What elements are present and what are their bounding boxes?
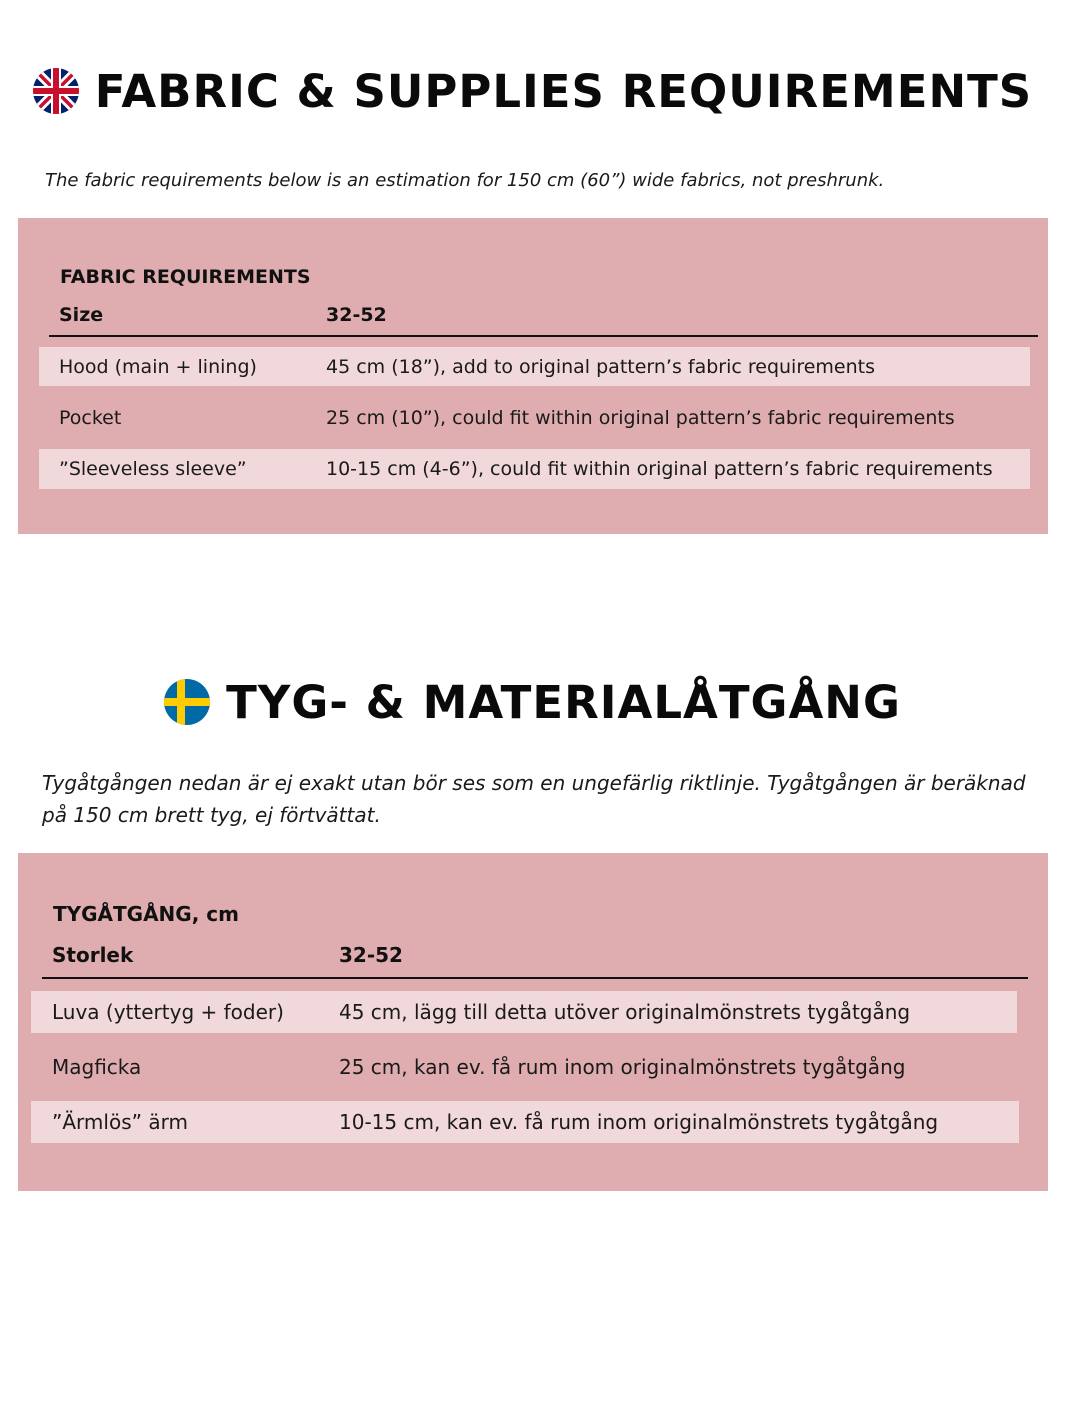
swedish-header-size-value: 32-52 bbox=[339, 943, 403, 967]
row-label: ”Sleeveless sleeve” bbox=[59, 458, 247, 480]
table-row bbox=[39, 449, 1030, 489]
swedish-title-text: TYG- & MATERIALÅTGÅNG bbox=[226, 675, 901, 729]
sweden-flag-icon bbox=[164, 679, 210, 725]
english-header-rule bbox=[49, 335, 1038, 337]
table-row bbox=[31, 1046, 1017, 1088]
row-value: 45 cm, lägg till detta utöver originalmönstrets tygåtgång bbox=[339, 1000, 911, 1024]
swedish-intro-line-1: Tygåtgången nedan är ej exakt utan bör ses som en ungefärlig riktlinje. Tygåtgången är beräknad bbox=[42, 771, 1026, 795]
table-row bbox=[31, 991, 1017, 1033]
row-label: Pocket bbox=[59, 406, 122, 429]
swedish-header-rule bbox=[42, 977, 1028, 979]
swedish-title bbox=[0, 673, 1065, 731]
row-label: Luva (yttertyg + foder) bbox=[52, 1000, 284, 1024]
row-label: Magficka bbox=[52, 1055, 142, 1079]
swedish-intro-line-2: på 150 cm brett tyg, ej förtvättat. bbox=[42, 803, 381, 827]
table-row bbox=[39, 398, 1030, 437]
english-table-heading: FABRIC REQUIREMENTS bbox=[60, 266, 311, 288]
row-label: Hood (main + lining) bbox=[59, 355, 257, 378]
english-title-text: FABRIC & SUPPLIES REQUIREMENTS bbox=[94, 64, 1033, 118]
english-title bbox=[0, 62, 1065, 120]
row-label: ”Ärmlös” ärm bbox=[52, 1110, 188, 1134]
row-value: 45 cm (18”), add to original pattern’s fabric requirements bbox=[326, 355, 876, 378]
row-value: 10-15 cm, kan ev. få rum inom originalmönstrets tygåtgång bbox=[339, 1110, 939, 1134]
english-fabric-panel bbox=[18, 218, 1048, 534]
swedish-fabric-panel bbox=[18, 853, 1048, 1191]
uk-flag-icon bbox=[33, 68, 79, 114]
table-row bbox=[31, 1101, 1019, 1143]
row-value: 10-15 cm (4-6”), could fit within original pattern’s fabric requirements bbox=[326, 458, 993, 480]
table-row bbox=[39, 347, 1030, 386]
swedish-header-size-label: Storlek bbox=[52, 943, 134, 967]
english-header-size-label: Size bbox=[59, 304, 104, 326]
swedish-table-heading: TYGÅTGÅNG, cm bbox=[53, 902, 239, 926]
english-intro: The fabric requirements below is an estimation for 150 cm (60”) wide fabrics, not preshrunk. bbox=[45, 170, 885, 191]
row-value: 25 cm (10”), could fit within original pattern’s fabric requirements bbox=[326, 406, 955, 429]
english-header-size-value: 32-52 bbox=[326, 304, 387, 326]
row-value: 25 cm, kan ev. få rum inom originalmönstrets tygåtgång bbox=[339, 1055, 906, 1079]
